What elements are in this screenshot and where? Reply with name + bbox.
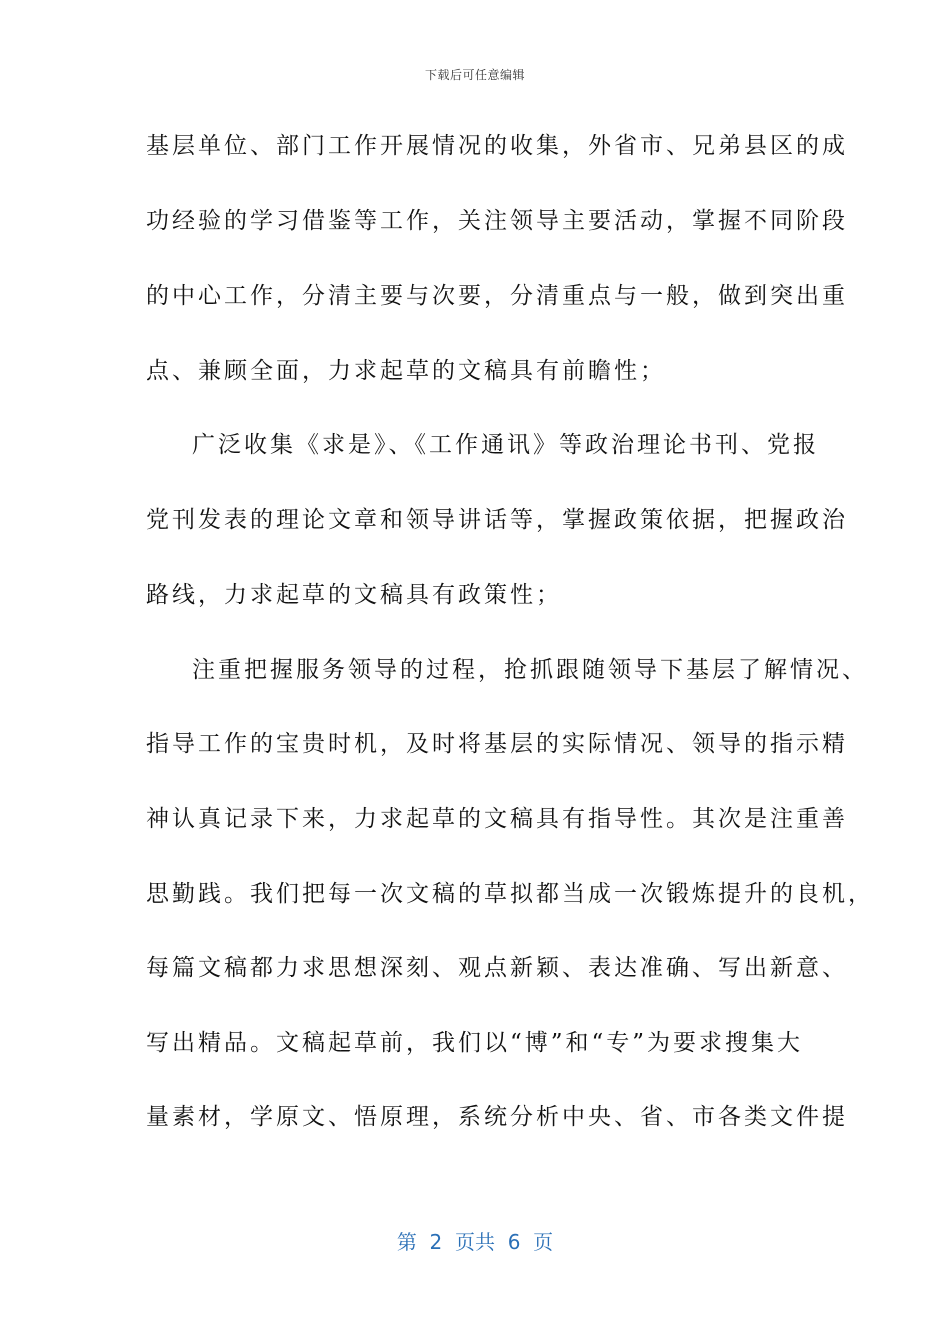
header-note: 下载后可任意编辑	[424, 68, 525, 82]
body-line-1: 基层单位、部门工作开展情况的收集，外省市、兄弟县区的成	[146, 133, 848, 159]
body-line-6: 党刊发表的理论文章和领导讲话等，掌握政策依据，把握政治	[146, 507, 848, 533]
body-line-11: 思勤践。我们把每一次文稿的草拟都当成一次锻炼提升的良机，	[146, 881, 874, 907]
page-number-footer: 第 2 页共 6 页	[396, 1230, 554, 1254]
body-line-8: 注重把握服务领导的过程，抢抓跟随领导下基层了解情况、	[192, 657, 868, 683]
body-line-14: 量素材，学原文、悟原理，系统分析中央、省、市各类文件提	[146, 1104, 848, 1130]
body-line-7: 路线，力求起草的文稿具有政策性；	[146, 582, 562, 608]
body-line-13: 写出精品。文稿起草前，我们以“博”和“专”为要求搜集大	[146, 1030, 804, 1056]
body-line-10: 神认真记录下来，力求起草的文稿具有指导性。其次是注重善	[146, 806, 848, 832]
body-line-5: 广泛收集《求是》、《工作通讯》等政治理论书刊、党报	[192, 432, 819, 458]
body-line-9: 指导工作的宝贵时机，及时将基层的实际情况、领导的指示精	[146, 731, 848, 757]
body-line-4: 点、兼顾全面，力求起草的文稿具有前瞻性；	[146, 358, 666, 384]
body-line-12: 每篇文稿都力求思想深刻、观点新颖、表达准确、写出新意、	[146, 955, 848, 981]
body-line-2: 功经验的学习借鉴等工作，关注领导主要活动，掌握不同阶段	[146, 208, 848, 234]
body-line-3: 的中心工作，分清主要与次要，分清重点与一般，做到突出重	[146, 283, 848, 309]
